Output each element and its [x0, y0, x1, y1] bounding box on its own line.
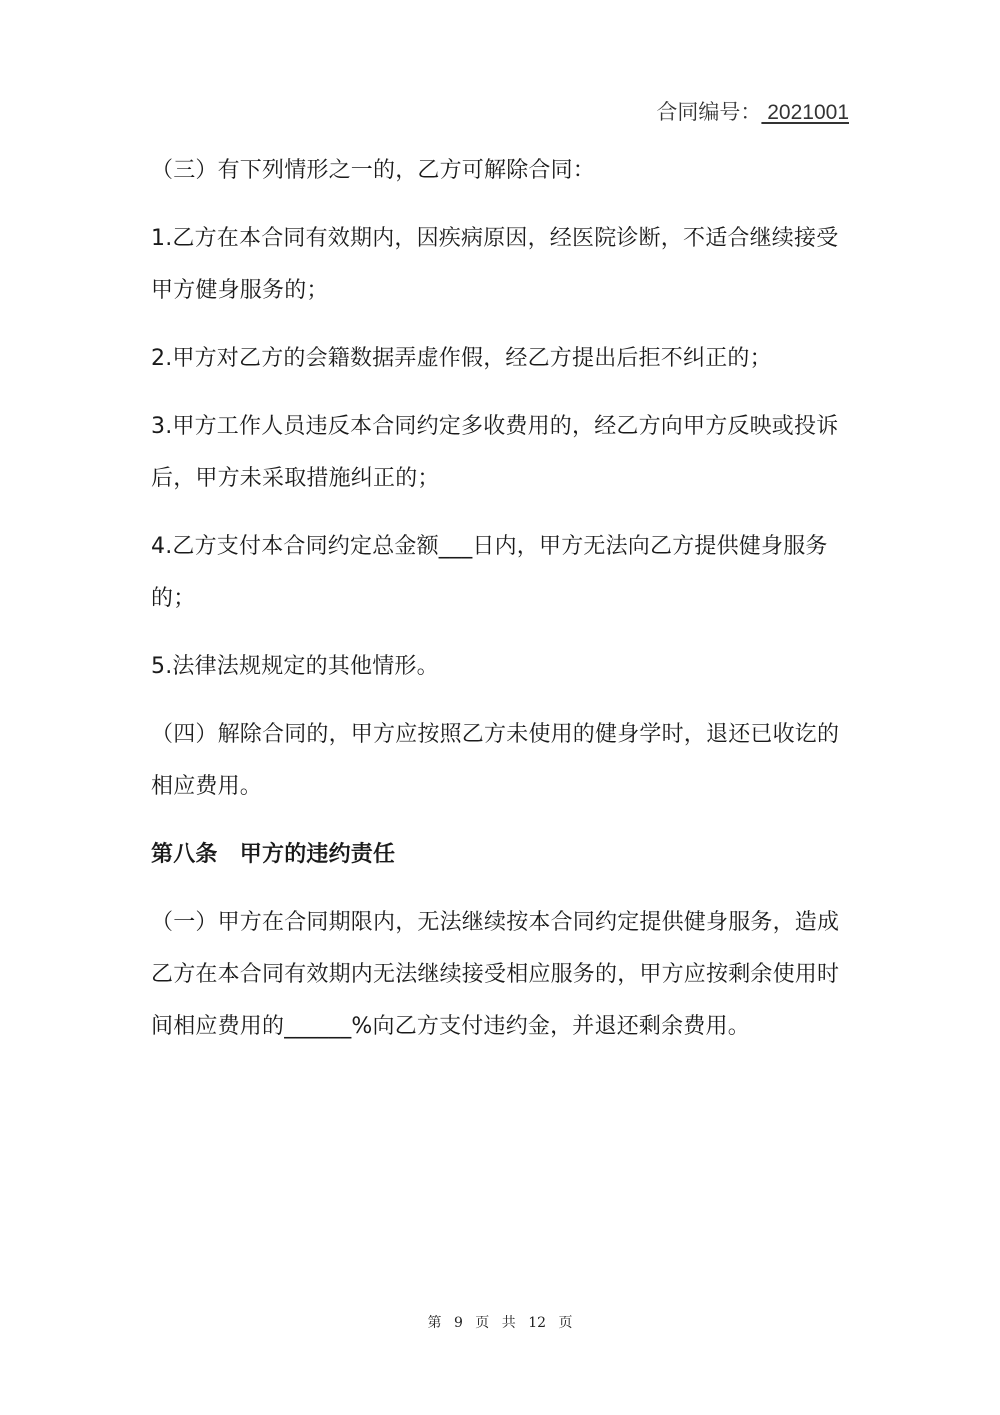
clause-4: （四）解除合同的，甲方应按照乙方未使用的健身学时，退还已收讫的相应费用。 [151, 722, 840, 799]
section-title: 第八条 甲方的违约责任 [151, 842, 396, 867]
contract-number-value: 2021001 [761, 101, 849, 124]
section-clause-1: （一）甲方在合同期限内，无法继续按本合同约定提供健身服务，造成乙方在本合同有效期内无法继续接受相应服务的，甲方应按剩余使用时间相应费用的______%向乙方支付违约金，并退还剩余费用。 [151, 910, 840, 1039]
contract-number-label: 合同编号： [656, 101, 762, 124]
document-body [151, 145, 851, 1069]
clause-3-item-1: 1.乙方在本合同有效期内，因疾病原因，经医院诊断，不适合继续接受甲方健身服务的； [151, 226, 839, 303]
clause-3-heading: （三）有下列情形之一的，乙方可解除合同： [151, 158, 596, 183]
page-footer: 第 9 页 共 12 页 [427, 1315, 573, 1331]
clause-3-item-4: 4.乙方支付本合同约定总金额___日内，甲方无法向乙方提供健身服务的； [151, 534, 828, 611]
clause-3-item-3: 3.甲方工作人员违反本合同约定多收费用的，经乙方向甲方反映或投诉后，甲方未采取措施纠正的； [151, 414, 839, 491]
clause-3-item-2: 2.甲方对乙方的会籍数据弄虚作假，经乙方提出后拒不纠正的； [151, 346, 772, 371]
contract-number [656, 98, 849, 128]
clause-3-item-5: 5.法律法规规定的其他情形。 [151, 654, 439, 679]
